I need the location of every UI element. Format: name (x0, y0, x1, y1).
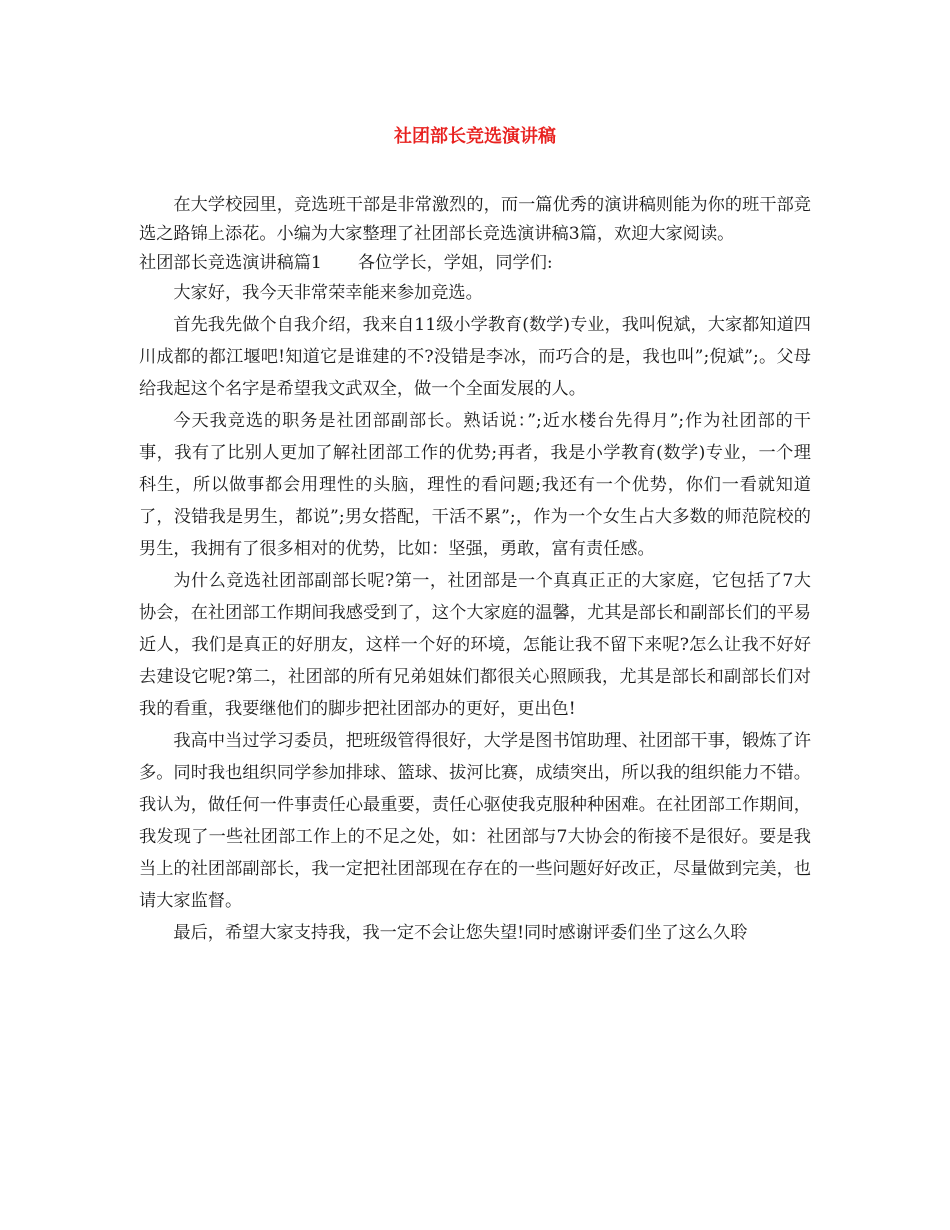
document-body (139, 191, 811, 949)
body-paragraph: 最后，希望大家支持我，我一定不会让您失望!同时感谢评委们坐了这么久聆 (173, 923, 748, 943)
section-label: 社团部长竞选演讲稿篇1 (139, 253, 322, 273)
section-heading-line (139, 249, 811, 277)
salutation: 各位学长，学姐，同学们: (357, 253, 553, 273)
body-paragraph: 我高中当过学习委员，把班级管得很好，大学是图书馆助理、社团部干事，锻炼了许多。同时我也组织同学参加排球、篮球、拔河比赛，成绩突出，所以我的组织能力不错。我认为，做任何一件事责任心最重要，责任心驱使我克服种种困难。在社团部工作期间，我发现了一些社团部工作上的不足之处，如：社团部与7大协会的衔接不是很好。要是我当上的社团部副部长，我一定把社团部现在存在的一些问题好好改正，尽量做到完美，也请大家监督。 (139, 731, 811, 911)
document-title: 社团部长竞选演讲稿 (394, 126, 556, 147)
body-paragraph: 首先我先做个自我介绍，我来自11级小学教育(数学)专业，我叫倪斌，大家都知道四川成都的都江堰吧!知道它是谁建的不?没错是李冰，而巧合的是，我也叫”;倪斌”;。父母给我起这个名字是希望我文武双全，做一个全面发展的人。 (139, 315, 811, 399)
body-paragraph: 为什么竞选社团部副部长呢?第一，社团部是一个真真正正的大家庭，它包括了7大协会，在社团部工作期间我感受到了，这个大家庭的温馨，尤其是部长和副部长们的平易近人，我们是真正的好朋友，这样一个好的环境，怎能让我不留下来呢?怎么让我不好好去建设它呢?第二，社团部的所有兄弟姐妹们都很关心照顾我，尤其是部长和副部长们对我的看重，我要继他们的脚步把社团部办的更好，更出色! (139, 571, 811, 719)
body-paragraph: 今天我竞选的职务是社团部副部长。熟话说：”;近水楼台先得月”;作为社团部的干事，我有了比别人更加了解社团部工作的优势;再者，我是小学教育(数学)专业，一个理科生，所以做事都会用理性的头脑，理性的看问题;我还有一个优势，你们一看就知道了，没错我是男生，都说”;男女搭配，干活不累”;，作为一个女生占大多数的师范院校的男生，我拥有了很多相对的优势，比如：坚强，勇敢，富有责任感。 (139, 411, 811, 559)
body-paragraph: 大家好，我今天非常荣幸能来参加竞选。 (173, 283, 483, 303)
intro-paragraph: 在大学校园里，竞选班干部是非常激烈的，而一篇优秀的演讲稿则能为你的班干部竞选之路锦上添花。小编为大家整理了社团部长竞选演讲稿3篇，欢迎大家阅读。 (139, 195, 811, 244)
